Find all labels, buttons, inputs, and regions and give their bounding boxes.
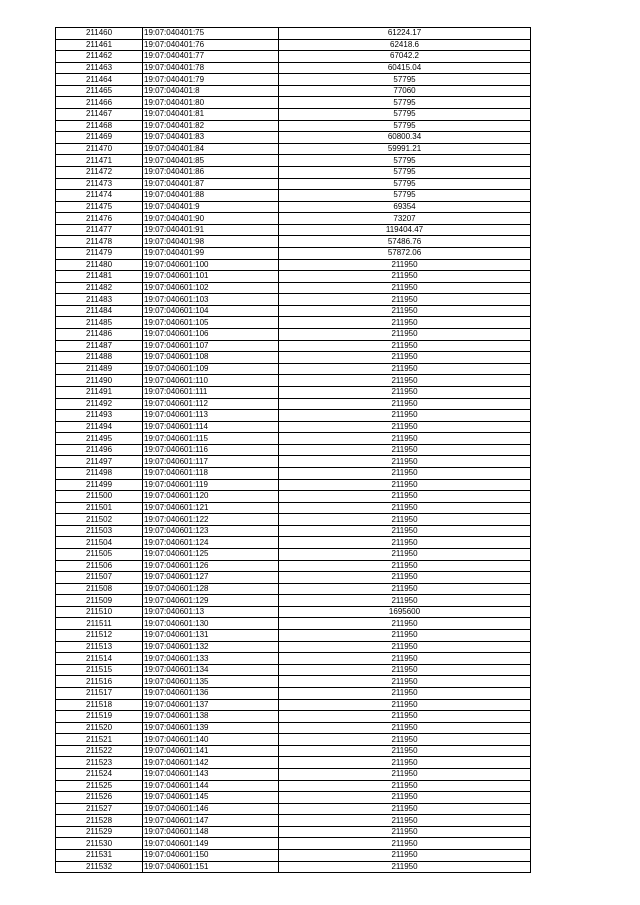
table-row [56,329,531,341]
row-number-cell: 211520 [56,722,143,734]
value-cell: 211950 [279,711,531,723]
table-row [56,97,531,109]
cadastral-number-cell: 19:07:040601:126 [143,560,279,572]
row-number-cell: 211498 [56,467,143,479]
cadastral-number-cell: 19:07:040401:77 [143,51,279,63]
value-cell: 1695600 [279,606,531,618]
cadastral-number-cell: 19:07:040601:146 [143,803,279,815]
cadastral-number-cell: 19:07:040401:76 [143,39,279,51]
value-cell: 60800.34 [279,132,531,144]
value-cell: 57486.76 [279,236,531,248]
row-number-cell: 211513 [56,641,143,653]
row-number-cell: 211497 [56,456,143,468]
cadastral-number-cell: 19:07:040601:104 [143,305,279,317]
cadastral-number-cell: 19:07:040601:132 [143,641,279,653]
row-number-cell: 211500 [56,491,143,503]
cadastral-number-cell: 19:07:040601:119 [143,479,279,491]
table-row [56,479,531,491]
value-cell: 211950 [279,850,531,862]
value-cell: 211950 [279,259,531,271]
value-cell: 60415.04 [279,62,531,74]
cadastral-number-cell: 19:07:040601:125 [143,549,279,561]
row-number-cell: 211474 [56,190,143,202]
cadastral-number-cell: 19:07:040601:137 [143,699,279,711]
row-number-cell: 211505 [56,549,143,561]
cadastral-number-cell: 19:07:040601:123 [143,525,279,537]
value-cell: 211950 [279,352,531,364]
value-cell: 211950 [279,630,531,642]
cadastral-number-cell: 19:07:040401:98 [143,236,279,248]
table-row [56,201,531,213]
value-cell: 211950 [279,386,531,398]
cadastral-number-cell: 19:07:040401:79 [143,74,279,86]
table-row [56,525,531,537]
table-row [56,560,531,572]
row-number-cell: 211483 [56,294,143,306]
value-cell: 211950 [279,641,531,653]
row-number-cell: 211489 [56,363,143,375]
cadastral-number-cell: 19:07:040601:124 [143,537,279,549]
table-row [56,282,531,294]
row-number-cell: 211478 [56,236,143,248]
cadastral-number-cell: 19:07:040601:108 [143,352,279,364]
row-number-cell: 211523 [56,757,143,769]
value-cell: 211950 [279,410,531,422]
table-row [56,850,531,862]
table-row [56,815,531,827]
row-number-cell: 211529 [56,826,143,838]
table-row [56,491,531,503]
row-number-cell: 211506 [56,560,143,572]
row-number-cell: 211479 [56,247,143,259]
table-row [56,745,531,757]
cadastral-number-cell: 19:07:040401:82 [143,120,279,132]
cadastral-number-cell: 19:07:040401:8 [143,85,279,97]
value-cell: 69354 [279,201,531,213]
cadastral-number-cell: 19:07:040601:112 [143,398,279,410]
cadastral-number-cell: 19:07:040401:80 [143,97,279,109]
cadastral-number-cell: 19:07:040601:115 [143,433,279,445]
value-cell: 61224.17 [279,28,531,40]
row-number-cell: 211490 [56,375,143,387]
row-number-cell: 211493 [56,410,143,422]
table-row [56,28,531,40]
value-cell: 57795 [279,166,531,178]
value-cell: 211950 [279,329,531,341]
value-cell: 211950 [279,745,531,757]
table-row [56,109,531,121]
row-number-cell: 211467 [56,109,143,121]
cadastral-number-cell: 19:07:040601:118 [143,467,279,479]
cadastral-number-cell: 19:07:040601:134 [143,664,279,676]
value-cell: 211950 [279,838,531,850]
row-number-cell: 211470 [56,143,143,155]
cadastral-number-cell: 19:07:040601:149 [143,838,279,850]
cadastral-number-cell: 19:07:040601:138 [143,711,279,723]
value-cell: 211950 [279,757,531,769]
table-row [56,120,531,132]
value-cell: 211950 [279,722,531,734]
table-row [56,259,531,271]
value-cell: 211950 [279,595,531,607]
value-cell: 211950 [279,317,531,329]
table-row [56,664,531,676]
table-row [56,410,531,422]
value-cell: 211950 [279,491,531,503]
cadastral-number-cell: 19:07:040601:151 [143,861,279,873]
table-row [56,85,531,97]
table-row [56,236,531,248]
value-cell: 57795 [279,97,531,109]
cadastral-number-cell: 19:07:040601:143 [143,769,279,781]
table-row [56,780,531,792]
table-row [56,630,531,642]
row-number-cell: 211461 [56,39,143,51]
cadastral-number-cell: 19:07:040601:145 [143,792,279,804]
cadastral-number-cell: 19:07:040401:88 [143,190,279,202]
row-number-cell: 211516 [56,676,143,688]
value-cell: 57795 [279,190,531,202]
value-cell: 211950 [279,780,531,792]
value-cell: 211950 [279,861,531,873]
cadastral-number-cell: 19:07:040601:13 [143,606,279,618]
row-number-cell: 211522 [56,745,143,757]
table-row [56,433,531,445]
cadastral-number-cell: 19:07:040601:147 [143,815,279,827]
row-number-cell: 211486 [56,329,143,341]
value-cell: 211950 [279,537,531,549]
row-number-cell: 211491 [56,386,143,398]
value-cell: 211950 [279,792,531,804]
cadastral-number-cell: 19:07:040401:84 [143,143,279,155]
row-number-cell: 211460 [56,28,143,40]
cadastral-number-cell: 19:07:040401:85 [143,155,279,167]
cadastral-number-cell: 19:07:040601:144 [143,780,279,792]
table-row [56,421,531,433]
value-cell: 211950 [279,398,531,410]
row-number-cell: 211499 [56,479,143,491]
table-row [56,224,531,236]
row-number-cell: 211507 [56,572,143,584]
row-number-cell: 211532 [56,861,143,873]
row-number-cell: 211464 [56,74,143,86]
value-cell: 211950 [279,421,531,433]
value-cell: 211950 [279,479,531,491]
row-number-cell: 211487 [56,340,143,352]
cadastral-number-cell: 19:07:040601:110 [143,375,279,387]
table-row [56,803,531,815]
cadastral-number-cell: 19:07:040601:136 [143,687,279,699]
value-cell: 211950 [279,826,531,838]
row-number-cell: 211531 [56,850,143,862]
table-row [56,74,531,86]
value-cell: 211950 [279,294,531,306]
table-row [56,861,531,873]
value-cell: 211950 [279,699,531,711]
row-number-cell: 211512 [56,630,143,642]
row-number-cell: 211494 [56,421,143,433]
row-number-cell: 211471 [56,155,143,167]
table-row [56,757,531,769]
table-row [56,190,531,202]
cadastral-number-cell: 19:07:040401:9 [143,201,279,213]
cadastral-number-cell: 19:07:040601:140 [143,734,279,746]
table-row [56,271,531,283]
value-cell: 57795 [279,109,531,121]
table-row [56,305,531,317]
value-cell: 211950 [279,340,531,352]
table-row [56,722,531,734]
table-row [56,676,531,688]
cadastral-number-cell: 19:07:040601:121 [143,502,279,514]
value-cell: 211950 [279,653,531,665]
value-cell: 57795 [279,155,531,167]
value-cell: 57795 [279,74,531,86]
cadastral-number-cell: 19:07:040601:133 [143,653,279,665]
row-number-cell: 211510 [56,606,143,618]
table-row [56,62,531,74]
row-number-cell: 211480 [56,259,143,271]
row-number-cell: 211475 [56,201,143,213]
value-cell: 211950 [279,502,531,514]
value-cell: 211950 [279,549,531,561]
value-cell: 211950 [279,467,531,479]
table-row [56,386,531,398]
cadastral-number-cell: 19:07:040601:103 [143,294,279,306]
cadastral-number-cell: 19:07:040601:114 [143,421,279,433]
row-number-cell: 211530 [56,838,143,850]
value-cell: 211950 [279,514,531,526]
cadastral-number-cell: 19:07:040401:99 [143,247,279,259]
cadastral-number-cell: 19:07:040601:117 [143,456,279,468]
value-cell: 211950 [279,687,531,699]
value-cell: 211950 [279,560,531,572]
row-number-cell: 211515 [56,664,143,676]
row-number-cell: 211508 [56,583,143,595]
cadastral-number-cell: 19:07:040601:101 [143,271,279,283]
value-cell: 211950 [279,618,531,630]
value-cell: 211950 [279,583,531,595]
cadastral-number-cell: 19:07:040401:75 [143,28,279,40]
row-number-cell: 211482 [56,282,143,294]
table-row [56,734,531,746]
row-number-cell: 211527 [56,803,143,815]
table-row [56,618,531,630]
value-cell: 211950 [279,456,531,468]
row-number-cell: 211472 [56,166,143,178]
table-row [56,826,531,838]
table-row [56,340,531,352]
cadastral-number-cell: 19:07:040601:113 [143,410,279,422]
value-cell: 211950 [279,803,531,815]
row-number-cell: 211492 [56,398,143,410]
table-row [56,514,531,526]
row-number-cell: 211524 [56,769,143,781]
cadastral-number-cell: 19:07:040401:86 [143,166,279,178]
cadastral-number-cell: 19:07:040601:129 [143,595,279,607]
value-cell: 211950 [279,271,531,283]
cadastral-number-cell: 19:07:040601:111 [143,386,279,398]
value-cell: 211950 [279,664,531,676]
row-number-cell: 211519 [56,711,143,723]
table-row [56,606,531,618]
cadastral-number-cell: 19:07:040401:87 [143,178,279,190]
table-row [56,39,531,51]
cadastral-number-cell: 19:07:040601:135 [143,676,279,688]
value-cell: 211950 [279,375,531,387]
cadastral-number-cell: 19:07:040601:105 [143,317,279,329]
table-row [56,444,531,456]
row-number-cell: 211526 [56,792,143,804]
table-row [56,51,531,63]
row-number-cell: 211514 [56,653,143,665]
row-number-cell: 211495 [56,433,143,445]
table-row [56,317,531,329]
value-cell: 211950 [279,444,531,456]
cadastral-number-cell: 19:07:040601:131 [143,630,279,642]
cadastral-number-cell: 19:07:040401:81 [143,109,279,121]
value-cell: 211950 [279,282,531,294]
cadastral-number-cell: 19:07:040401:90 [143,213,279,225]
table-row [56,641,531,653]
table-row [56,155,531,167]
value-cell: 211950 [279,363,531,375]
cadastral-number-cell: 19:07:040601:128 [143,583,279,595]
data-table [55,27,531,873]
value-cell: 211950 [279,433,531,445]
cadastral-number-cell: 19:07:040601:100 [143,259,279,271]
table-row [56,792,531,804]
value-cell: 59991.21 [279,143,531,155]
row-number-cell: 211466 [56,97,143,109]
table-row [56,595,531,607]
row-number-cell: 211468 [56,120,143,132]
value-cell: 73207 [279,213,531,225]
row-number-cell: 211477 [56,224,143,236]
cadastral-number-cell: 19:07:040601:107 [143,340,279,352]
cadastral-number-cell: 19:07:040601:130 [143,618,279,630]
cadastral-number-cell: 19:07:040601:141 [143,745,279,757]
row-number-cell: 211521 [56,734,143,746]
cadastral-number-cell: 19:07:040601:127 [143,572,279,584]
cadastral-number-cell: 19:07:040401:83 [143,132,279,144]
row-number-cell: 211517 [56,687,143,699]
row-number-cell: 211502 [56,514,143,526]
cadastral-number-cell: 19:07:040601:142 [143,757,279,769]
table-row [56,699,531,711]
row-number-cell: 211528 [56,815,143,827]
table-row [56,572,531,584]
table-row [56,653,531,665]
table-row [56,213,531,225]
value-cell: 211950 [279,769,531,781]
value-cell: 211950 [279,676,531,688]
row-number-cell: 211509 [56,595,143,607]
table-row [56,352,531,364]
value-cell: 67042.2 [279,51,531,63]
row-number-cell: 211503 [56,525,143,537]
value-cell: 211950 [279,305,531,317]
value-cell: 211950 [279,525,531,537]
cadastral-number-cell: 19:07:040601:120 [143,491,279,503]
cadastral-number-cell: 19:07:040401:78 [143,62,279,74]
row-number-cell: 211518 [56,699,143,711]
table-row [56,247,531,259]
value-cell: 77060 [279,85,531,97]
cadastral-number-cell: 19:07:040601:116 [143,444,279,456]
row-number-cell: 211496 [56,444,143,456]
table-row [56,294,531,306]
cadastral-number-cell: 19:07:040601:150 [143,850,279,862]
value-cell: 57795 [279,178,531,190]
row-number-cell: 211485 [56,317,143,329]
value-cell: 211950 [279,815,531,827]
row-number-cell: 211465 [56,85,143,97]
value-cell: 211950 [279,572,531,584]
cadastral-number-cell: 19:07:040601:109 [143,363,279,375]
table-row [56,456,531,468]
value-cell: 211950 [279,734,531,746]
row-number-cell: 211481 [56,271,143,283]
table-row [56,467,531,479]
table-row [56,398,531,410]
row-number-cell: 211501 [56,502,143,514]
row-number-cell: 211463 [56,62,143,74]
cadastral-number-cell: 19:07:040601:102 [143,282,279,294]
table-row [56,166,531,178]
row-number-cell: 211511 [56,618,143,630]
cadastral-number-cell: 19:07:040601:122 [143,514,279,526]
table-row [56,583,531,595]
value-cell: 57872.06 [279,247,531,259]
row-number-cell: 211476 [56,213,143,225]
table-row [56,143,531,155]
table-row [56,838,531,850]
table-row [56,537,531,549]
table-row [56,769,531,781]
row-number-cell: 211488 [56,352,143,364]
cadastral-number-cell: 19:07:040401:91 [143,224,279,236]
value-cell: 119404.47 [279,224,531,236]
table-row [56,687,531,699]
row-number-cell: 211525 [56,780,143,792]
table-row [56,375,531,387]
row-number-cell: 211462 [56,51,143,63]
row-number-cell: 211484 [56,305,143,317]
cadastral-number-cell: 19:07:040601:139 [143,722,279,734]
row-number-cell: 211469 [56,132,143,144]
row-number-cell: 211473 [56,178,143,190]
table-row [56,132,531,144]
table-row [56,502,531,514]
cadastral-number-cell: 19:07:040601:148 [143,826,279,838]
cadastral-number-cell: 19:07:040601:106 [143,329,279,341]
value-cell: 62418.6 [279,39,531,51]
table-row [56,549,531,561]
table-row [56,711,531,723]
row-number-cell: 211504 [56,537,143,549]
table-row [56,178,531,190]
table-row [56,363,531,375]
value-cell: 57795 [279,120,531,132]
table-body [56,28,531,873]
